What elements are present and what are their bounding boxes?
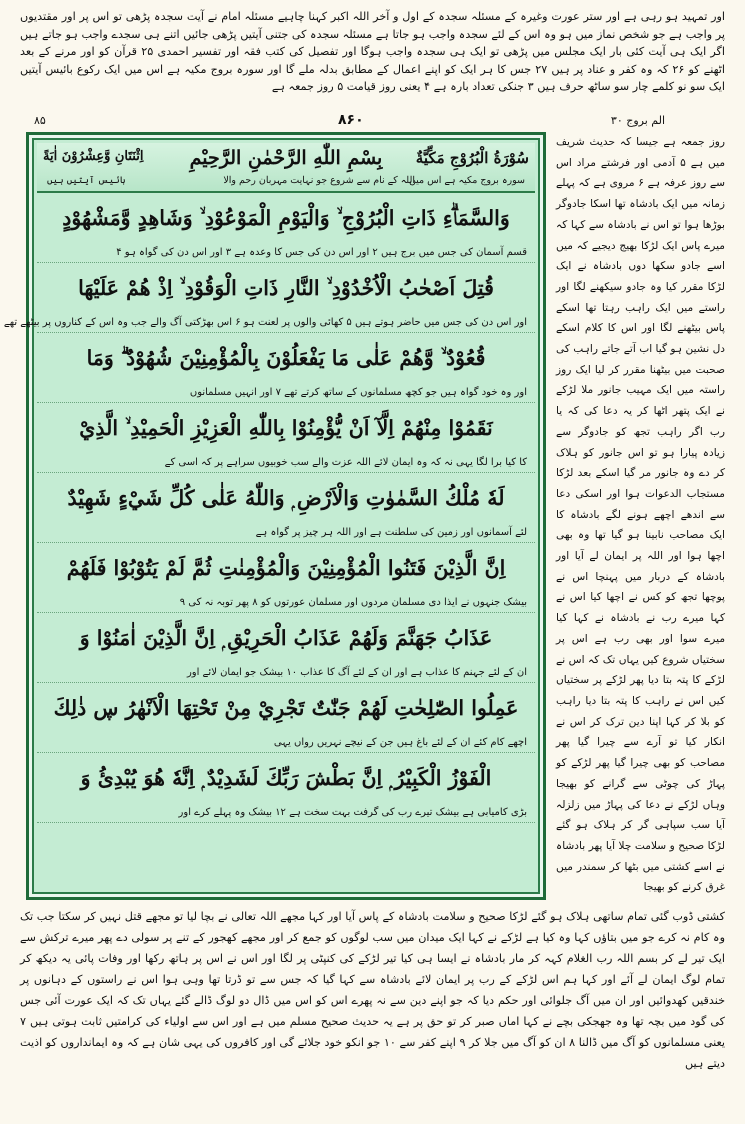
side-commentary [556, 132, 725, 900]
bismillah: بِسْمِ اللّٰهِ الرَّحْمٰنِ الرَّحِيْمِ [189, 147, 383, 169]
page-number-left: ۸۵ [34, 114, 46, 127]
ayah-count: اِثْنَتَانِ وَّعِشْرُوْنَ اٰيَةً [43, 149, 144, 164]
ayah-line-1: وَالسَّمَاۗءِ ذَاتِ الْبُرُوْجِ ۙ وَالْيَوْمِ الْمَوْعُوْدِ ۙ وَشَاهِدٍ وَّمَشْهُوْدٍ [62, 205, 510, 230]
juz-label: الم بروج ۳۰ [610, 114, 665, 127]
ayah-line-5: لَهٗ مُلْكُ السَّمٰوٰتِ وَالْاَرْضِ ۭ وَاللّٰهُ عَلٰى كُلِّ شَيْءٍ شَهِيْدٌ [67, 485, 505, 510]
translation-line-5: لئے آسمانوں اور زمین کی سلطنت ہے اور اللہ ہر چیز پر گواہ ہے [37, 523, 535, 543]
ayah-line-3: قُعُوْدٌ ۙ وَّهُمْ عَلٰى مَا يَفْعَلُوْنَ بِالْمُؤْمِنِيْنَ شُهُوْدٌ ۗ وَمَا [86, 345, 486, 370]
top-commentary-text: اور تمہید ہو رہی ہے اور ستر عورت وغیرہ کے مسئلہ سجدہ کے اول و آخر اللہ اکبر کہنا چاہیے مسئلہ امام نے آیت سجدہ پڑھی تو اس پر اور مقتدیوں پر واجب ہے جو شخص نماز میں ہو وہ اس کے لئے سجدہ واجب ہو جاتا ہے مسئلہ سجدہ کی جتنی آیتیں پڑھی جائیں اتنے ہی سجدے واجب ہو جاتے ہیں اگر ایک ہی آیت کئی بار ایک مجلس میں پڑھی تو ایک ہی سجدہ واجب ہوگا اور تفصیل کی کتب فقہ اور تفسیر احمدی ۲۵ قرآن کو اور مرنے کے بعد اٹھنے کو ۲۶ کہ وہ کفر و عناد پر ہیں ۲۷ جس کا ہر ایک کو اپنے اعمال کے مطابق بدلہ ملے گا اور سورہ بروج مکیہ ہے اس میں ایک رکوع بائیس آیتیں ایک سو نو کلمے چار سو ساٹھ حرف ہیں ۳ جنکی تعداد بارہ ہے ۴ یعنی روز قیامت ۵ روز جمعہ ہے [20, 10, 725, 94]
bottom-commentary-text: کشتی ڈوب گئی تمام ساتھی ہلاک ہو گئے لڑکا صحیح و سلامت بادشاہ کے پاس آیا اور کہا مجھے اللہ تعالی نے بچا لیا تو مجھے قتل نہیں کر سکتا جب تک وہ کام نہ کرے جو میں بتاؤں کہا وہ کیا ہے لڑکے نے کہا ایک میدان میں سب لوگوں کو جمع کر اور مجھے کھجور کے تنے پر سولی دے پھر میرے ترکش سے ایک تیر لے کر بسم اللہ رب الغلام کہہ کر مار بادشاہ نے ایسا ہی کیا تیر لڑکے کی کنپٹی پر لگا اور اس نے اس پر ہاتھ رکھا اور وفات پائی یہ دیکھ کر تمام لوگ ایمان لے آئے اور کہا ہم اس لڑکے کے رب پر ایمان لائے بادشاہ سے کہا گیا کہ جس سے تو ڈرتا تھا وہی ہوا اس نے راستوں کے دہانوں پر خندقیں کھدوائیں اور ان میں آگ جلوائی اور حکم دیا کہ جو اپنے دین سے نہ پھرے اس کو اس میں ڈال دو لوگ ڈالے گئے یہاں تک کہ ایک عورت آئی جس کی گود میں بچہ تھا وہ جھجکی بچے نے کہا اماں صبر کر تو حق پر ہے یہ حدیث صحیح مسلم میں ہے اور اس سے اولیاء کی کرامتیں ثابت ہوتی ہیں ۷ یعنی مسلمانوں کو آگ میں ڈالنا ۸ ان کو آگ میں جلا کر ۹ اپنے کفر سے ۱۰ جو انکو خود جلائے گی اور کافروں کی یہی شان ہے کہ وہ ایمانداروں کو اذیت دیتے ہیں [20, 910, 725, 1070]
quran-text-body [3, 143, 535, 889]
page-marks [20, 112, 725, 130]
translation-line-2: اور اس دن کی جس میں حاضر ہوتے ہیں ۵ کھائی والوں پر لعنت ہو ۶ اس بھڑکتی آگ والے جب وہ اس کے کناروں پر بیٹھے تھے [37, 313, 535, 333]
ayah-line-2: قُتِلَ اَصْحٰبُ الْاُخْدُوْدِ ۙ النَّارِ ذَاتِ الْوَقُوْدِ ۙ اِذْ هُمْ عَلَيْهَا [78, 275, 494, 300]
header-translation-right: سورہ بروج مکیہ ہے اس میں [408, 175, 525, 186]
surah-header-translation [37, 175, 535, 189]
ayah-line-7: عَذَابُ جَهَنَّمَ وَلَهُمْ عَذَابُ الْحَرِيْقِ ۭ اِنَّ الَّذِيْنَ اٰمَنُوْا وَ [79, 625, 493, 650]
quran-text-frame [3, 132, 546, 900]
top-commentary [20, 8, 725, 108]
page-number-center: ۸۶۰ [338, 112, 364, 128]
ayah-line-6: اِنَّ الَّذِيْنَ فَتَنُوا الْمُؤْمِنِيْنَ وَالْمُؤْمِنٰتِ ثُمَّ لَمْ يَتُوْبُوْا فَلَهُمْ [66, 556, 506, 580]
translation-line-6: بیشک جنہوں نے ایذا دی مسلمان مردوں اور مسلمان عورتوں کو ۸ پھر توبہ نہ کی ۹ [37, 593, 535, 613]
translation-line-8: اچھے کام کئے ان کے لئے باغ ہیں جن کے نیچے نہریں رواں یہی [37, 733, 535, 753]
translation-line-4: کا کیا برا لگا یہی نہ کہ وہ ایمان لائے اللہ عزت والے سب خوبیوں سراہے پر کہ اسی کے [37, 453, 535, 473]
translation-line-9: بڑی کامیابی ہے بیشک تیرے رب کی گرفت بہت سخت ہے ۱۲ بیشک وہ پہلے کرے اور [37, 803, 535, 823]
translation-line-1: قسم آسمان کی جس میں برج ہیں ۲ اور اس دن کی جس کا وعدہ ہے ۳ اور اس دن کی گواہ ہو ۴ [37, 243, 535, 263]
translation-line-3: اور وہ خود گواہ ہیں جو کچھ مسلمانوں کے ساتھ کرتے تھے ۷ اور انہیں مسلمانوں [37, 383, 535, 403]
ayah-line-4: نَقَمُوْا مِنْهُمْ اِلَّآ اَنْ يُّؤْمِنُوْا بِاللّٰهِ الْعَزِيْزِ الْحَمِيْدِ ۙ الَّذِيْ [79, 415, 493, 440]
surah-name: سُوْرَةُ الْبُرُوْجِ مَكِّيَّةٌ [415, 149, 529, 167]
side-commentary-text: روز جمعہ ہے جیسا کہ حدیث شریف میں ہے ۵ آدمی اور فرشتے مراد اس سے روز عرفہ ہے ۶ مروی ہے کہ پہلے زمانہ میں ایک بادشاہ تھا اسکا جادوگر بوڑھا ہوا تو اس نے بادشاہ سے کہا کہ میرے پاس ایک لڑکا بھیج دیجیے کہ میں اسے جادو سکھا دوں بادشاہ نے ایک لڑکا مقرر کیا وہ جادو سیکھنے لگا اور راستے میں ایک راہب رہتا تھا اسکے پاس بیٹھنے لگا اور اس کا کلام اسکے دل نشین ہو گیا اب آتے جاتے راہب کی صحبت میں بیٹھنا مقرر کر لیا ایک روز راستہ میں ایک مہیب جانور ملا لڑکے نے ایک پتھر اٹھا کر یہ دعا کی کہ یا رب اگر راہب تجھ کو جادوگر سے زیادہ پیارا ہو تو اس جانور کو ہلاک کر دے وہ جانور مر گیا اسکے بعد لڑکا مستجاب الدعوات ہوا اور اسکی دعا سے اندھے اچھے ہونے لگے بادشاہ کا ایک مصاحب نابینا ہو گیا تھا وہ بھی اچھا ہوا اور اللہ پر ایمان لے آیا اور بادشاہ کے دربار میں پہنچا اس نے پوچھا تجھ کو کس نے اچھا کیا اس نے کہا میرے رب نے بادشاہ نے کہا کیا میرے سوا اور بھی رب ہے اس پر سختیاں شروع کیں یہاں تک کہ اس نے لڑکے کا پتہ بتا دیا پھر لڑکے پر سختیاں کیں اس نے راہب کا پتہ بتا دیا راہب کو بلا کر کہا اپنا دین ترک کر اس نے انکار کیا تو آرے سے چیرا گیا پھر مصاحب کو بھی چیرا گیا پھر لڑکے کو پہاڑ کی چوٹی سے گرانے کو بھیجا وہاں لڑکے نے دعا کی پہاڑ میں زلزلہ آیا سب سپاہی گر کر ہلاک ہو گئے لڑکا صحیح و سلامت چلا آیا پھر بادشاہ نے اسے کشتی میں بٹھا کر سمندر میں غرق کرنے کو بھیجا [556, 136, 725, 894]
header-translation-bismillah: اللہ کے نام سے شروع جو نہایت مہربان رحم والا [223, 175, 415, 186]
ayah-line-9: الْفَوْزُ الْكَبِيْرُ ۭ اِنَّ بَطْشَ رَبِّكَ لَشَدِيْدٌ ۭ اِنَّهٗ هُوَ يُبْدِئُ وَ [80, 765, 492, 790]
surah-header [37, 143, 535, 193]
translation-line-7: ان کے لئے جہنم کا عذاب ہے اور ان کے لئے آگ کا عذاب ۱۰ بیشک جو ایمان لائے اور [37, 663, 535, 683]
header-translation-left: بائیس آیتیں ہیں [47, 175, 126, 186]
ayah-line-8: عَمِلُوا الصّٰلِحٰتِ لَهُمْ جَنّٰتٌ تَجْرِيْ مِنْ تَحْتِهَا الْاَنْهٰرُ ڛ ذٰلِكَ [53, 696, 519, 720]
bottom-commentary [20, 906, 725, 1118]
